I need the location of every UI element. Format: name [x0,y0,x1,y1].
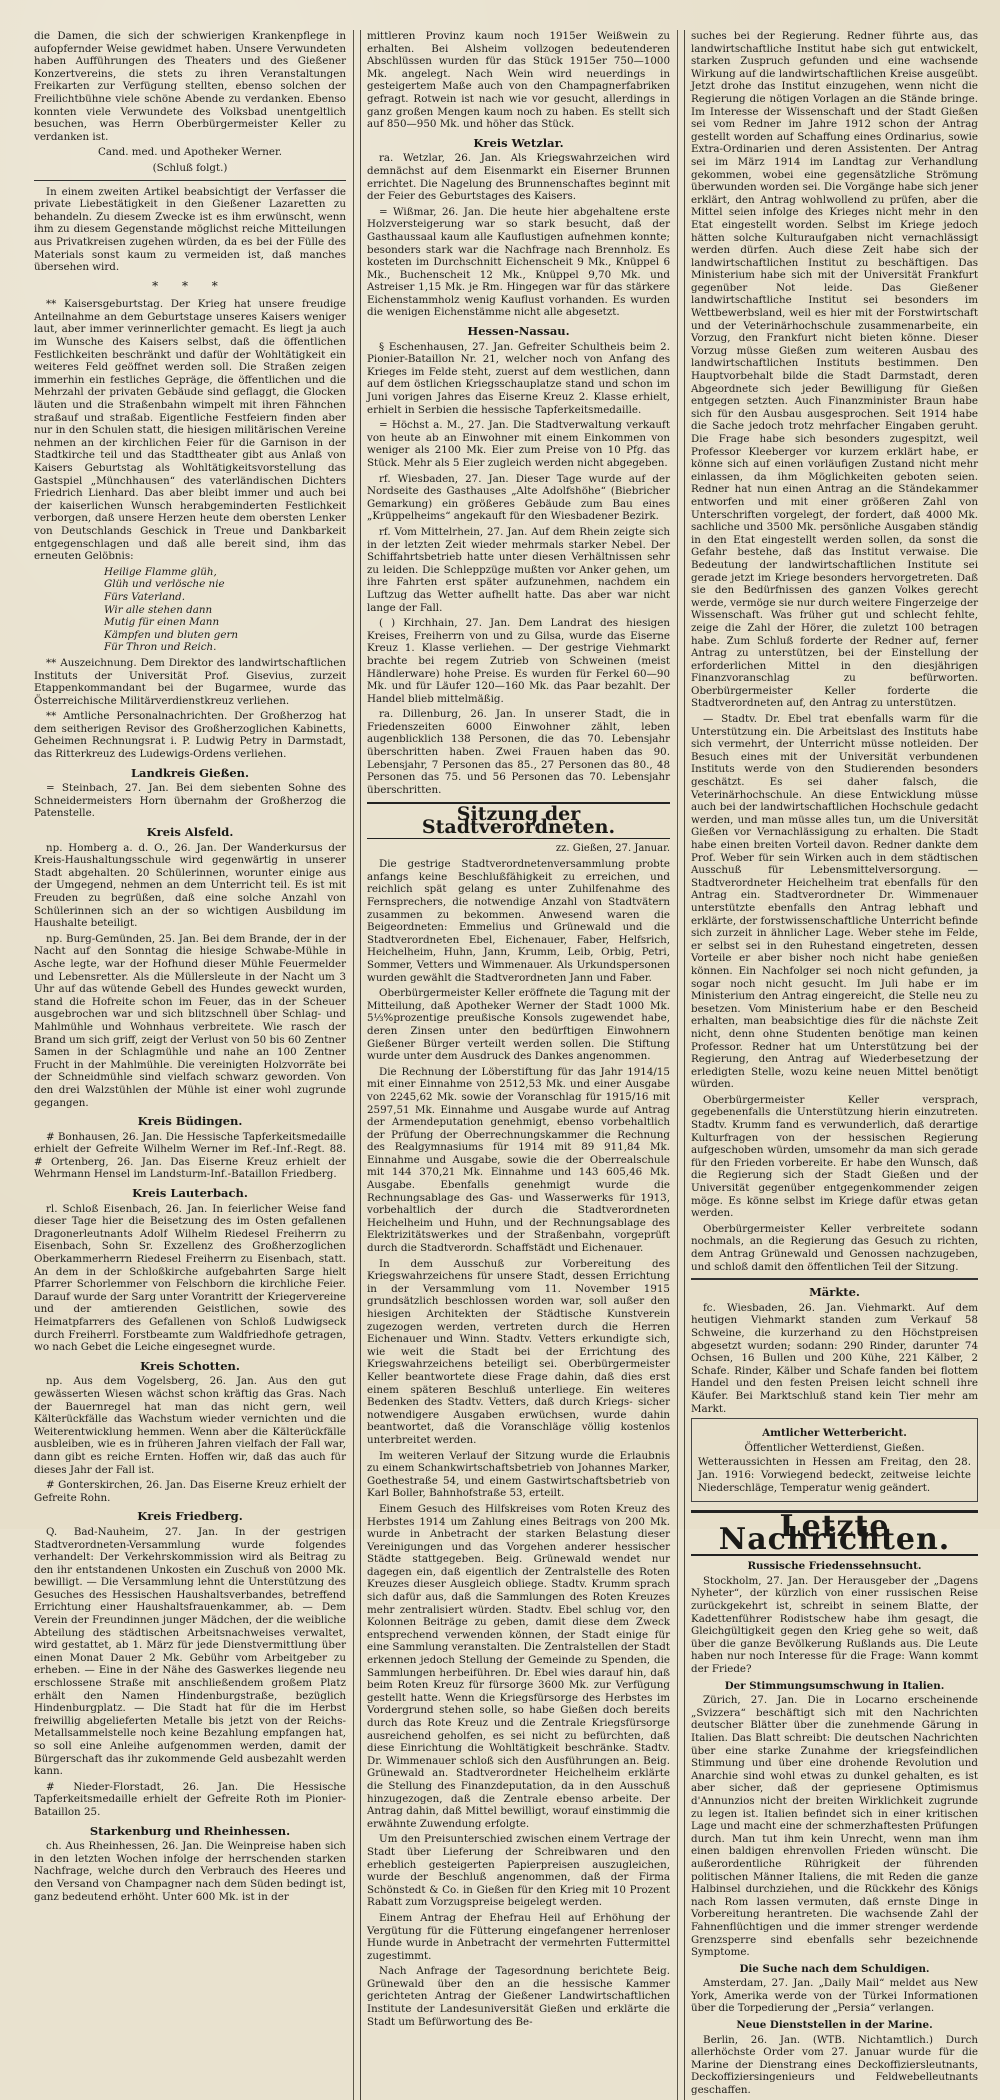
weather-report-box [691,1418,978,1502]
article-text: Im weiteren Verlauf der Sitzung wurde die Erlaubnis zu einem Schankwirtschaftsbetrieb von Johannes Marker, Goethestraße 54, und einem Gastwirtschaftsbetrieb von Karl Boller, Bahnhofstraße 53, erteilt. [367,1449,670,1500]
poem-line: Heilige Flamme glüh, [104,565,217,578]
weather-report-title: Amtlicher Wetterbericht. [762,1427,907,1440]
article-text: np. Burg-Gemünden, 25. Jan. Bei dem Brande, der in der Nacht auf den Sonntag die hiesige Schwabe-Mühle in Asche legte, war der Hofhund dieser Mühle Feuermelder und Lebensretter. Als die Müllersleute in der Nacht um 3 Uhr auf das wütende Gebell des Hundes geweckt wurden, stand die Hofreite schon im Feuer, das in der Scheuer ausgebrochen war und sich blitzschnell über Schlag- und Mahlmühle und Wohnhaus verbreitete. Wie rasch der Brand um sich griff, zeigt der Verlust von 50 bis 60 Zentner Samen in der Schlagmühle und nahe an 100 Zentner Frucht in der Mahlmühle. Die vereinigten Holzvorräte bei der Schneidmühle sind vielfach schwarz geworden. Von den drei Walzstühlen der Mühle ist einer wohl zugrunde gegangen. [34,932,346,1109]
weather-service-name: Öffentlicher Wetterdienst, Gießen. [744,1441,925,1454]
article-text: = Steinbach, 27. Jan. Bei dem siebenten Sohne des Schneidermeisters Horn übernahm der Großherzog die Patenstelle. [34,782,346,820]
section-heading: Starkenburg und Rheinhessen. [89,1823,291,1838]
news-subheading: Der Stimmungsumschwung in Italien. [724,1679,945,1692]
article-text: In dem Ausschuß zur Vorbereitung des Kriegswahrzeichens für unsere Stadt, dessen Errichtung in der Versammlung vom 11. November 1915 grundsätzlich beschlossen worden war, soll außer den hiesigen Architekten der Städtische Kunstverein zugezogen werden, vertreten durch die Herren Eichenauer und Winn. Stadtv. Vetters erkundigte sich, wie weit die Stadt bei der Errichtung des Kriegswahrzeichens beteiligt sei. Oberbürgermeister Keller beantwortete diese Frage dahin, daß dies erst einem späteren Beschluß unterliege. Ein weiteres Bedenken des Stadtv. Vetters, daß durch Kriegs- sicher notwendigere Ausgaben erwüchsen, wurde dahin beantwortet, daß die Voranschläge völlig kostenlos unterbreitet werden. [367,1257,670,1446]
news-subheading: Neue Dienststellen in der Marine. [736,2019,933,2032]
section-heading: Kreis Lauterbach. [132,1186,248,1201]
article-text: Q. Bad-Nauheim, 27. Jan. In der gestrigen Stadtverordneten-Versammlung wurde folgendes verhandelt: Der Verkehrskommission wird als Beitrag zu den ihr entstandenen Unkosten ein Zuschuß von 2000 Mk. bewilligt. — Die Versammlung lehnt die Unterstützung des Gesuches des Hessischen Haushaltsverbandes, betreffend Errichtung einer Haushaltsfrauenkammer, ab. — Dem Verein der Freundinnen junger Mädchen, der die weibliche Abteilung des städtischen Arbeitsnachweises verwaltet, wird gestattet, ab 1. März für jede Dienstvermittlung über einen Monat Dauer 2 Mk. Gebühr vom Arbeitgeber zu erheben. — Eine in der Nähe des Gaswerkes liegende neu erschlossene Straße mit anschließendem großem Platz erhält den Namen Hindenburgstraße, bezüglich Hindenburgplatz. — Die Stadt hat für die im Herbst freiwillig abgelieferten Metalle bis jetzt von der Reichs-Metallsammelstelle noch keine Bezahlung empfangen hat, so soll eine Anleihe aufgenommen werden, damit der Bürgerschaft das ihr zukommende Geld ausbezahlt werden kann. [34,1525,346,1778]
article-text: ra. Dillenburg, 26. Jan. In unserer Stadt, die in Friedenszeiten 6000 Einwohner zählt, leben augenblicklich 138 Personen, die das 70. Lebensjahr überschritten haben. Zwei Frauen haben das 90. Lebensjahr, 7 Personen das 85., 27 Personen das 80., 48 Personen das 75. und 56 Personen das 70. Lebensjahr überschritten. [367,708,670,796]
article-text: mittleren Provinz kaum noch 1915er Weißwein zu erhalten. Bei Alsheim vollzogen bedeutenderen Abschlüssen wurden für das Stück 1915er 750—1000 Mk. angelegt. Nach Wein wird neuerdings in gesteigertem Maße auch von den Champagnerfabriken gefragt. Rotwein ist nach wie vor gesucht, allerdings in ganz großen Mengen kaum noch zu haben. Es stellt sich auf 850—950 Mk. und höher das Stück. [367,30,670,131]
article-text: # Gonterskirchen, 26. Jan. Das Eiserne Kreuz erhielt der Gefreite Rohn. [34,1479,346,1504]
column-1 [34,30,346,2100]
dateline: zz. Gießen, 27. Januar. [555,842,670,854]
article-text: suches bei der Regierung. Redner führte aus, das landwirtschaftliche Institut habe sich gut entwickelt, starken Zuspruch gefunden und eine wachsende Wirkung auf die landwirtschaftlichen Kreise ausgeübt. Jetzt drohe das Institut einzugehen, wenn nicht die Regierung die nötigen Vorlagen an die Stände bringe. Im Interesse der Wissenschaft und der Stadt Gießen sei vom Redner im Jahre 1912 schon der Antrag gestellt worden auf Schaffung eines Ordinarius, sowie Extra-Ordinarien und deren Assistenten. Der Antrag sei im März 1914 im Landtag zur Verhandlung gekommen, wobei eine gegensätzliche Strömung überwunden worden sei. Die Vorgänge habe sich jener erklärt, den Antrag wohlwollend zu prüfen, aber die Mittel seien infolge des Krieges nicht mehr in den Etat eingestellt worden. Selbst im Kriege jedoch hätten solche Kulturaufgaben nicht vernachlässigt werden dürfen. Auch diese Zeit habe sich der landwirtschaftlichen Institut zu beschäftigen. Das Ministerium habe sich mit der Universität Frankfurt gegenüber Not leide. Das Gießener landwirtschaftliche Institut sei besonders im Wettbewerbsland, weil es hier mit der Forstwirtschaft und der Veterinärhochschule zusammenarbeite, ein Vorzug, den Frankfurt nicht bieten könne. Dieser Vorzug müsse Gießen zum weiteren Ausbau des landwirtschaftlichen Instituts bestimmen. Den Hauptvorbehalt bilde die Stadt Darmstadt, deren Abgeordnete sich jeder Bewilligung für Gießen entgegen setzten. Auch Finanzminister Braun habe sich für den Ausbau ausgesprochen. Seit 1914 habe die Sache jedoch trotz mehrfacher Eingaben geruht. Die Frage habe sich besonders zugespitzt, weil Professor Kleeberger vor kurzem erklärt habe, er könne sich auf einen vorläufigen Zustand nicht mehr einlassen, da ihm Möglichkeiten geboten seien. Redner hat nun einen Antrag an die Ständekammer entworfen und mit einer größeren Zahl von Unterschriften vorgelegt, der fordert, daß 4000 Mk. sachliche und 3500 Mk. persönliche Ausgaben ständig in den Etat eingestellt werden sollen, da sonst die Gefahr bestehe, daß das Institut verwaise. Die Bedeutung der landwirtschaftlichen Institute sei gerade jetzt im Kriege besonders hervorgetreten. Daß sie den Bedürfnissen des ganzen Volkes gerecht werde, vermöge sie nur durch weitere Fingerzeige der Wissenschaft. Was früher gut und schlecht fehlte, zeige die Zahl der Hörer, die zuletzt 100 betragen habe. Zum Schluß forderte der Redner auf, ferner Antrag zu unterstützen, bei der Einstellung der erforderlichen Mittel in den diesjährigen Finanzvoranschlag zu befürworten. Oberbürgermeister Keller forderte die Stadtverordneten auf, den Antrag zu unterstützen. [691,30,978,710]
section-heading: Märkte. [809,1285,860,1300]
article-text: — Stadtv. Dr. Ebel trat ebenfalls warm für die Unterstützung ein. Die Arbeitslast des Instituts habe sich vermehrt, der Unterricht müsse notleiden. Der Besuch eines mit der Universität verbundenen Instituts werde von den Studierenden besonders geschätzt. Es sei daher falsch, die Veterinärhochschule. An diese Entwicklung müsse auch bei der landwirtschaftlichen Hochschule gedacht werden, und man müsse alles tun, um die Universität Gießen vor Vernachlässigung zu erhalten. Die Stadt habe einen breiten Vorteil davon. Redner dankte dem Prof. Weber für sein Wirken auch in dem städtischen Ausschuß für Lebensmittelversorgung. — Stadtverordneter Heichelheim trat ebenfalls für den Antrag ein. Stadtverordneter Dr. Wimmenauer unterstützte ebenfalls den Antrag lebhaft und erklärte, der forstwissenschaftliche Unterricht befinde sich zurzeit in ähnlicher Lage. Weber stehe im Felde, er selbst sei in den Ruhestand eingetreten, dessen Vorteile er aber bisher noch nicht habe genießen können. Ein Nachfolger sei noch nicht gefunden, ja sogar noch nicht gesucht. Im Juli habe er im Ministerium den Antrag eingereicht, die Stelle neu zu besetzen. Vom Ministerium habe er den Bescheid erhalten, man beabsichtige dies für die nächste Zeit nicht, denn ohne Studenten benötige man keinen Professor. Redner hat um Unterstützung bei der Regierung, den Antrag auf Wiederbesetzung der erledigten Stelle, wozu keine neuen Mittel benötigt würden. [691,713,978,1091]
article-text: die Damen, die sich der schwierigen Krankenpflege in aufopfernder Weise gewidmet haben. Unsere Verwundeten haben Aufführungen des Theaters und des Gießener Konzertvereins, die stets zu ihren Veranstaltungen Freikarten zur Verfügung stellten, ebenso solchen der Freilichtbühne viele schöne Abende zu verdanken. Ebenso konnten viele Verwundete des Volksbad unentgeltlich besuchen, was Herrn Oberbürgermeister Keller zu verdanken ist. [34,30,346,143]
article-text: = Höchst a. M., 27. Jan. Die Stadtverwaltung verkauft von heute ab an Einwohner mit einem Einkommen von weniger als 2100 Mk. Eier zum Preise von 10 Pfg. das Stück. Mehr als 5 Eier zugleich werden nicht abgegeben. [367,419,670,469]
poem-line: Fürs Vaterland. [104,590,185,603]
article-text: Amsterdam, 27. Jan. „Daily Mail“ meldet aus New York, Amerika werde von der Türkei Informationen über die Torpedierung der „Persia“ verlangen. [691,1977,978,2015]
section-heading: Landkreis Gießen. [130,765,250,780]
latest-news-heading: Letzte Nachrichten. [691,1510,978,1556]
news-subheading: Die Suche nach dem Schuldigen. [739,1962,930,1975]
article-text: ra. Wetzlar, 26. Jan. Als Kriegswahrzeichen wird demnächst auf dem Eisenmarkt ein Eiserner Brunnen errichtet. Die Nagelung des Brunnenschaftes beginnt mit der Feier des Geburtstages des Kaisers. [367,152,670,203]
signature: Cand. med. und Apotheker Werner. [97,146,283,159]
divider [34,180,346,181]
continuation-note: (Schluß folgt.) [152,161,228,174]
article-text: In einem zweiten Artikel beabsichtigt der Verfasser die private Liebestätigkeit in den Gießener Lazaretten zu behandeln. Zu diesem Zwecke ist es ihm erwünscht, wenn ihm zu diesem Gegenstande möglichst reiche Mitteilungen aus Privatkreisen zugehen würden, da es bei der Fülle des Materials sonst kaum zu vermeiden ist, daß manches übersehen wird. [34,185,346,274]
news-subheading: Russische Friedenssehnsucht. [747,1560,922,1573]
article-text: rl. Schloß Eisenbach, 26. Jan. In feierlicher Weise fand dieser Tage hier die Beisetzung des im Osten gefallenen Dragonerleutnants Adolf Wilhelm Riedesel Freiherrn zu Eisenbach, Sohn Sr. Exzellenz des Großherzoglichen Oberkammerherrn Riedesel Freiherrn zu Eisenbach, statt. An dem in der Schloßkirche aufgebahrten Sarge hielt Pfarrer Schorlemmer von Felschborn die kirchliche Feier. Darauf wurde der Sarg unter Vorantritt der Kriegervereine und der amtierenden Geistlichen, sowie des Heimatpfarrers des Gefallenen von Schloß Ludwigseck durch Freiherrl. Forstbeamte zum Waldfriedhofe getragen, wo nach Gebet die Leiche eingesegnet wurde. [34,1202,346,1354]
section-heading: Kreis Friedberg. [137,1509,243,1524]
article-text: ** Kaisersgeburtstag. Der Krieg hat unsere freudige Anteilnahme an dem Geburtstage unseres Kaisers weniger laut, aber immer verinnerlichter gemacht. Es liegt ja auch im Wunsche des Kaisers selbst, daß die öffentlichen Festlichkeiten beschränkt und dafür der Wohltätigkeit ein weiteres Feld geöffnet werden soll. Die Straßen zeigen immerhin ein festliches Gepräge, die öffentlichen und die Mehrzahl der privaten Gebäude sind geflaggt, die Glocken läuten und die Straßenbahn wimpelt mit ihren Fähnchen straßauf und straßab. Eigentliche Festfeiern finden aber nur in den Schulen statt, die hiesigen militärischen Vereine nehmen an der kirchlichen Feier für die Garnison in der Stadtkirche teil und das Stadttheater gibt aus Anlaß von Kaisers Geburtstag als Wohltätigkeitsvorstellung das Gastspiel „Münchhausen“ des vaterländischen Dichters Friedrich Lienhard. Das aber bleibt immer und auch bei der kaiserlichen Wunsch herabgeminderten Festlichkeit verborgen, daß unsere Herzen heute dem obersten Lenker von Deutschlands Geschick in Treue und Dankbarkeit entgegenschlagen und daß alle bereit sind, ihm das erneuten Gelöbnis: [34,298,346,563]
article-text: Stockholm, 27. Jan. Der Herausgeber der „Dagens Nyheter“, der kürzlich von einer russischen Reise zurückgekehrt ist, schreibt in seinem Blatte, der Kadettenführer Rodistschew habe ihm gesagt, die Gleichgültigkeit gegen den Krieg gehe so weit, daß über die ganze Bevölkerung Rußlands aus. Die Leute haben nur noch Interesse für die Frage: Wann kommt der Friede? [691,1574,978,1676]
article-text: # Nieder-Florstadt, 26. Jan. Die Hessische Tapferkeitsmedaille erhielt der Gefreite Roth im Pionier-Bataillon 25. [34,1780,346,1818]
section-heading: Kreis Wetzlar. [473,135,564,150]
section-heading: Kreis Alsfeld. [146,825,234,840]
article-text: § Eschenhausen, 27. Jan. Gefreiter Schultheis beim 2. Pionier-Bataillon Nr. 21, welcher noch von Anfang des Krieges im Felde steht, zuerst auf dem westlichen, dann auf dem östlichen Kriegsschauplatze stand und schon im Juni vorigen Jahres das Eiserne Kreuz 2. Klasse erhielt, erhielt in Serbien die hessische Tapferkeitsmedaille. [367,340,670,416]
poem-line: Für Thron und Reich. [104,641,217,654]
article-text: ** Amtliche Personalnachrichten. Der Großherzog hat dem seitherigen Revisor des Großherzoglichen Kabinetts, Geheimen Rechnungsrat i. P. Ludwig Petry in Darmstadt, das Ritterkreuz des Ludewigs-Ordens verliehen. [34,710,346,761]
article-text: Zürich, 27. Jan. Die in Locarno erscheinende „Svizzera“ beschäftigt sich mit den Nachrichten deutscher Blätter über die zunehmende Gärung in Italien. Das Blatt schreibt: Die deutschen Nachrichten über eine starke Zunahme der kriegsfeindlichen Stimmung und über eine drohende Revolution und Anarchie sind wohl etwas zu dunkel gehalten, es ist aber sicher, daß der gepriesene Optimismus d'Annunzios nicht der breiten Wirklichkeit zugrunde zu legen ist. Italien befindet sich in einer kritischen Lage und macht eine der schmerzhaftesten Prüfungen durch. Man tut ihm kein Unrecht, wenn man ihm einen baldigen ehrenvollen Frieden wünscht. Die außerordentliche Rührigkeit der führenden politischen Männer Italiens, die mit Reden die ganze Halbinsel durchziehen, und die Rückkehr des Königs nach Rom lassen vermuten, daß ernste Dinge in Vorbereitung herantreten. Die wachsende Zahl der Fahnenflüchtigen und die immer strenger werdende Grenzsperre sind ebenfalls sehr bezeichnende Symptome. [691,1694,978,1959]
article-text: Die gestrige Stadtverordnetenversammlung probte anfangs keine Beschlußfähigkeit zu erreichen, und reichlich spät gelang es unter Zuhilfenahme des Fernsprechers, die notwendige Anzahl von Stadtvätern zusammen zu bekommen. Anwesend waren die Beigeordneten: Emmelius und Grünewald und die Stadtverordneten Ebel, Eichenauer, Faber, Helfsrich, Heichelheim, Huhn, Jann, Krumm, Leib, Orbig, Petri, Sommer, Vetters und Wimmenauer. Als Urkundspersonen wurden gewählt die Stadtverordneten Jann und Faber. [367,858,670,984]
poem-line: Glüh und verlösche nie [104,578,225,591]
article-text: Einem Gesuch des Hilfskreises vom Roten Kreuz des Herbstes 1914 um Zahlung eines Beitrags von 200 Mk. wurde in Anbetracht der starken Belastung dieser Vereinigungen und das Vorgehen anderer hessischer Städte stattgegeben. Beig. Grünewald wendet nur dagegen ein, daß eigentlich der Zentralstelle des Roten Kreuzes dieser Ausgleich obliege. Stadtv. Krumm sprach sich dafür aus, daß die Sammlungen des Roten Kreuzes mehr zentralisiert würden. Stadtv. Ebel schlug vor, den Kolonnen Beiträge zu geben, damit diese dem Zweck entsprechend verwenden können, der Stadt einige für eine Sammlung veranstalten. Die Zentralstellen der Stadt erkennen jedoch Stellung der Gemeinde zu Spenden, die Sammlungen herbeiführen. Dr. Ebel wies darauf hin, daß beim Roten Kreuz für fürsorge 3600 Mk. zur Verfügung gestellt hatte. Wenn die Kriegsfürsorge des Herbstes im Vordergrund stehen solle, so habe Gießen doch bereits durch das Rote Kreuz und die Zentrale Kriegsfürsorge ausreichend geholfen, es sei nicht zu befürchten, daß diese Einrichtung die Wohltätigkeit beschränke. Stadtv. Dr. Wimmenauer schloß sich den Ausführungen an. Beig. Grünewald an. Stadtverordneter Heichelheim erklärte die Stellung des Finanzdeputation, da in den Ausschuß hinzugezogen, daß die Zentrale ebenso arbeite. Der Antrag dahin, daß Mittel bewilligt, worauf einstimmig die erwähnte Zuwendung erfolgte. [367,1502,670,1830]
section-heading: Kreis Büdingen. [137,1114,243,1129]
article-text: fc. Wiesbaden, 26. Jan. Viehmarkt. Auf dem heutigen Viehmarkt standen zum Verkauf 58 Schweine, die kurzerhand zu den Höchstpreisen abgesetzt wurden; sodann: 290 Rinder, darunter 74 Ochsen, 16 Bullen und 200 Kühe, 221 Kälber, 2 Schafe. Rinder, Kälber und Schafe fanden bei flottem Handel und den festen Preisen leicht schnell ihre Käufer. Bei Marktschluß stand kein Tier mehr am Markt. [691,1301,978,1415]
article-text: ** Auszeichnung. Dem Direktor des landwirtschaftlichen Instituts der Universität Prof. Gisevius, zurzeit Etappenkommandant bei der Bugarmee, wurde das Österreichische Militärverdienstkreuz verliehen. [34,656,346,707]
article-text: Oberbürgermeister Keller verbreitete sodann nochmals, an die Regierung das Gesuch zu richten, dem Antrag Grünewald und Genossen nachzugeben, und schloß damit den öffentlichen Teil der Sitzung. [691,1222,978,1273]
section-heading: Hessen-Nassau. [467,324,570,339]
article-text: Oberbürgermeister Keller versprach, gegebenenfalls die Unterstützung hierin einzutreten. Stadtv. Krumm fand es verwunderlich, daß derartige Kulturfragen von der hessischen Regierung aufgeschoben würden, umsomehr da man sich gerade für den Frieden vorbereite. Er habe den Wunsch, daß die Regierung sich der Stadt Gießen und der Universität gegenüber entgegenkommender zeigen möge. Es könne selbst im Kriege dafür etwas getan werden. [691,1093,978,1220]
council-session-heading: Sitzung der Stadtverordneten. [367,802,670,838]
article-text: Berlin, 26. Jan. (WTB. Nichtamtlich.) Durch allerhöchste Order vom 27. Januar wurde für die Marine der Dienstrang eines Deckoffiziersleutnants, Deckoffiziersingenieurs und Feldwebelleutnants geschaffen. [691,2033,978,2097]
article-text: Die Rechnung der Löberstiftung für das Jahr 1914/15 mit einer Einnahme von 2512,53 Mk. und einer Ausgabe von 2245,62 Mk. sowie der Voranschlag für 1915/16 mit 2597,51 Mk. Einnahme und Ausgabe wurde auf Antrag der Armendeputation genehmigt, ebenso vorbehaltlich der Prüfung der Oberrechnungskammer die Rechnung des Realgymnasiums für 1914 mit 89 911,84 Mk. Einnahme und Ausgabe, sowie die der Oberrealschule mit 144 370,21 Mk. Einnahme und 143 605,46 Mk. Ausgabe. Ebenfalls genehmigt wurde die Rechnungsablage des Gas- und Wasserwerks für 1913, vorbehaltlich der durch die Stadtverordneten Heichelheim und Huhn, und der Rechnungsablage des Elektrizitätswerkes und der Straßenbahn, vorgeprüft durch die Stadtverordn. Schaffstädt und Eichenauer. [367,1065,670,1255]
divider [691,1278,978,1280]
article-text: # Bonhausen, 26. Jan. Die Hessische Tapferkeitsmedaille erhielt der Gefreite Wilhelm Werner im Ref.-Inf.-Regt. 88. # Ortenberg, 26. Jan. Das Eiserne Kreuz erhielt der Wehrmann Hensel im Landsturm-Inf.-Bataillon Friedberg. [34,1130,346,1181]
section-stars: * * * [152,278,228,293]
section-heading: Kreis Schotten. [140,1358,240,1373]
article-text: ch. Aus Rheinhessen, 26. Jan. Die Weinpreise haben sich in den letzten Wochen infolge der herrschenden starken Nachfrage, welche durch den Verbrauch des Heeres und den Versand von Champagner nach dem Süden bedingt ist, ganz bedeutend erhöht. Unter 600 Mk. ist in der [34,1840,346,1903]
column-3 [684,30,978,2100]
poem-line: Wir alle stehen dann [104,603,213,616]
column-2 [360,30,670,2100]
poem [34,566,346,654]
article-text: = Wißmar, 26. Jan. Die heute hier abgehaltene erste Holzversteigerung war so stark besucht, daß der Gasthaussaal kaum alle Kauflustigen aufnehmen konnte; besonders stark war die Nachfrage nach Brennholz. Es kosteten im Durchschnitt Eichenscheit 9 Mk., Knüppel 6 Mk., Buchenscheit 12 Mk., Knüppel 9,70 Mk. und Astreiser 1,15 Mk. je Rm. Hingegen war für das stärkere Eichenstammholz wenig Kauflust vorhanden. Es wurden die wenigen Eichenstämme nicht alle abgesetzt. [367,205,670,319]
article-text: Einem Antrag der Ehefrau Heil auf Erhöhung der Vergütung für die Fütterung eingefangener herrenloser Hunde wurde in Anbetracht der vermehrten Futtermittel zugestimmt. [367,1911,670,1962]
poem-line: Kämpfen und bluten gern [104,628,239,641]
weather-forecast: Wetteraussichten in Hessen am Freitag, den 28. Jan. 1916: Vorwiegend bedeckt, zeitweise leichte Niederschläge, Temperatur wenig geändert. [698,1456,971,1494]
article-text: rf. Vom Mittelrhein, 27. Jan. Auf dem Rhein zeigte sich in der letzten Zeit wieder mehrmals starker Nebel. Der Schiffahrtsbetrieb hatte unter diesen Verhältnissen sehr zu leiden. Die Schleppzüge mußten vor Anker gehen, um ihre Fahrten erst später aufzunehmen, nachdem ein Luftzug das Wetter aufhellt hatte. Das aber war nicht lange der Fall. [367,525,670,614]
poem-line: Mutig für einen Mann [104,616,220,629]
article-text: np. Aus dem Vogelsberg, 26. Jan. Aus den gut gewässerten Wiesen wächst schon kräftig das Gras. Nach der Bauernregel hat man das nicht gern, weil Kälterückfälle das Wachstum wieder vernichten und die Weiterentwicklung hemmen. Wenn aber die Kälterückfälle ausbleiben, wie es in früheren Jahren vielfach der Fall war, dann gibt es reiche Ernten. Hoffen wir, daß das auch für dieses Jahr der Fall ist. [34,1375,346,1476]
article-text: np. Homberg a. d. O., 26. Jan. Der Wanderkursus der Kreis-Haushaltungsschule wird gegenwärtig in unserer Stadt abgehalten. 20 Schülerinnen, worunter einige aus der Umgegend, nehmen an dem Unterricht teil. Es ist mit Freuden zu begrüßen, daß eine solche Anzahl von Schülerinnen sich an der so wichtigen Ausbildung im Haushalte beteiligt. [34,841,346,930]
article-text: Oberbürgermeister Keller eröffnete die Tagung mit der Mitteilung, daß Apotheker Werner der Stadt 1000 Mk. 5⅓%prozentige preußische Konsols zugewendet habe, deren Zinsen unter den bedürftigen Einwohnern Gießener Bürger verteilt werden sollen. Die Stiftung wurde unter dem Ausdruck des Dankes angenommen. [367,987,670,1063]
article-text: Um den Preisunterschied zwischen einem Vertrage der Stadt über Lieferung der Schreibwaren und den erheblich gesteigerten Papierpreisen auszugleichen, wurde der Beschluß angenommen, daß der Firma Schönstedt & Co. in Gießen für den Krieg mit 10 Prozent Rabatt zum Vorzugspreise beigelegt werden. [367,1833,670,1909]
article-text: rf. Wiesbaden, 27. Jan. Dieser Tage wurde auf der Nordseite des Gasthauses „Alte Adolfshöhe“ (Biebricher Gemarkung) ein größeres Gebäude zum Bau eines „Krüppelheims“ angekauft für den Wiesbadener Bezirk. [367,472,670,523]
article-text: Nach Anfrage der Tagesordnung berichtete Beig. Grünewald über den an die hessische Kammer gerichteten Antrag der Gießener Landwirtschaftlichen Institute der Landesuniversität Gießen und erklärte die Stadt um Befürwortung des Be- [367,1965,670,2028]
article-text: ( ) Kirchhain, 27. Jan. Dem Landrat des hiesigen Kreises, Freiherrn von und zu Gilsa, wurde das Eiserne Kreuz 1. Klasse verliehen. — Der gestrige Viehmarkt brachte bei regem Zutrieb von Schweinen (meist Händlerware) hohe Preise. Es wurden für Ferkel 60—90 Mk. und für Läufer 120—160 Mk. das Paar bezahlt. Der Handel blieb mittelmäßig. [367,617,670,705]
